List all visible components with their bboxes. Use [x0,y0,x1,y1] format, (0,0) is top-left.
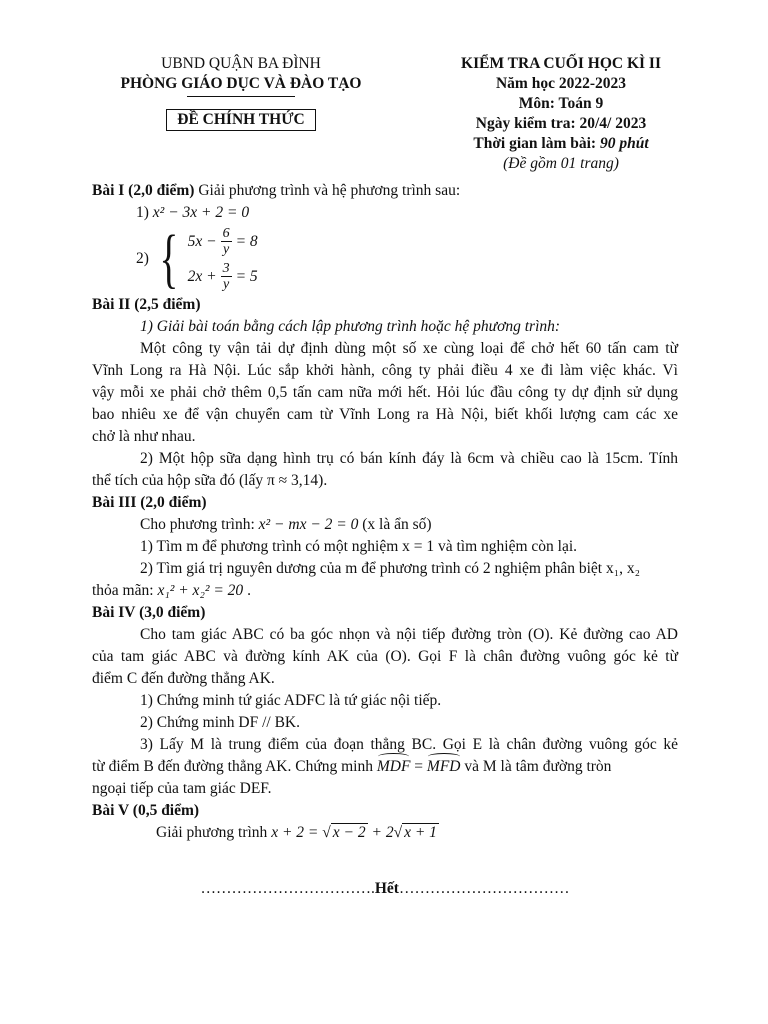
bai2-q2-line2: thể tích của hộp sữa đó (lấy π ≈ 3,14). [92,472,328,489]
bai5-equation: Giải phương trình x + 2 = √ x − 2 + 2√ x + 1 [156,824,437,841]
bai4-q3-line3: ngoại tiếp của tam giác DEF. [92,780,272,797]
exam-title: KIỂM TRA CUỐI HỌC KÌ II [461,55,661,72]
bai4-intro-line: điểm C đến đường thẳng AK. [92,670,275,687]
bai2-q1-line: Vĩnh Long ra Hà Nội. Lúc sắp khởi hành, công ty phải điều 4 xe đi làm việc khác. Vì [92,362,678,379]
bai4-q3-line1: 3) Lấy M là trung điểm của đoạn thẳng BC. Gọi E là chân đường vuông góc kẻ [140,736,678,753]
bai2-q1-line: Một công ty vận tải dự định dùng một số xe cùng loại để chở hết 60 tấn cam từ [140,340,678,357]
sqrt-symbol: √ [322,824,331,841]
bai5-heading: Bài V (0,5 điểm) [92,802,200,819]
system-eq2: 2x + $\frac{3}{y}$ = 5 [187,261,258,292]
pages-note: (Đề gồm 01 trang) [503,155,619,172]
bai3-given: Cho phương trình: x² − mx − 2 = 0 (x là ẩn số) [140,516,432,533]
school-year: Năm học 2022-2023 [495,75,627,92]
exam-date: Ngày kiểm tra: 20/4/ 2023 [475,115,647,132]
bai4-heading: Bài IV (3,0 điểm) [92,604,206,621]
exam-body [92,180,678,844]
sqrt-symbol: √ [393,824,403,841]
district-name: UBND QUẬN BA ĐÌNH [161,55,321,72]
exam-duration: Thời gian làm bài: 90 phút [473,135,649,152]
bai4-q1: 1) Chứng minh tứ giác ADFC là tứ giác nội tiếp. [140,692,442,709]
official-stamp: ĐỀ CHÍNH THỨC [166,109,315,131]
subject: Môn: Toán 9 [518,95,604,112]
bai2-q1-line: bao nhiêu xe để vận chuyển cam từ Vĩnh Long ra Hà Nội, biết khối lượng cam các xe [92,406,678,423]
header-left [96,54,386,131]
bai3-heading: Bài III (2,0 điểm) [92,494,207,511]
brace-symbol: { [159,222,179,295]
bai4-intro-line: của tam giác ABC và đường kính AK của (O). Gọi F là chân đường vuông góc kẻ từ [92,648,678,665]
bai2-q1-line: chở là như nhau. [92,428,196,445]
bai2-q2-line1: 2) Một hộp sữa dạng hình trụ có bán kính đáy là 6cm và chiều cao là 15cm. Tính [140,450,678,467]
bai1-heading: Bài I (2,0 điểm) Giải phương trình và hệ phương trình sau: [92,182,461,199]
system-eq1: 5x − $\frac{6}{y}$ = 8 [187,226,258,257]
bai4-intro-line: Cho tam giác ABC có ba góc nhọn và nội tiếp đường tròn (O). Kẻ đường cao AD [140,626,678,643]
bai2-q1-intro: 1) Giải bài toán bằng cách lập phương trình hoặc hệ phương trình: [140,318,561,335]
bai4-q3-line2: từ điểm B đến đường thẳng AK. Chứng minh MDF = MFD và M là tâm đường tròn [92,756,678,778]
header-right [420,54,702,174]
end-marker: …………………………….Hết…………………………… [200,880,570,897]
arc-angle-mdf: MDF [377,756,411,778]
bai2-q1-line: vậy mỗi xe phải chở thêm 0,5 tấn cam nữa mới hết. Hỏi lúc đầu công ty dự định sử dụng [92,384,678,401]
bai2-heading: Bài II (2,5 điểm) [92,296,201,313]
bai3-q2-line2: thỏa mãn: x₁² + x₂² = 20 . [92,582,251,599]
bai4-q2: 2) Chứng minh DF // BK. [140,714,300,731]
header-underline [187,96,295,97]
bai1-q2-system: 2) { 5x − $\frac{6}{y}$ = 8 2x + $\frac{3}{y}$ = 5 [136,222,258,295]
bai3-q2-line1: 2) Tìm giá trị nguyên dương của m để phương trình có 2 nghiệm phân biệt x₁, x₂ [140,560,641,577]
arc-angle-mfd: MFD [427,756,461,778]
bai1-q1: 1) x² − 3x + 2 = 0 [136,204,250,221]
department-name: PHÒNG GIÁO DỤC VÀ ĐÀO TẠO [120,75,362,92]
bai3-q1: 1) Tìm m để phương trình có một nghiệm x = 1 và tìm nghiệm còn lại. [140,538,578,555]
